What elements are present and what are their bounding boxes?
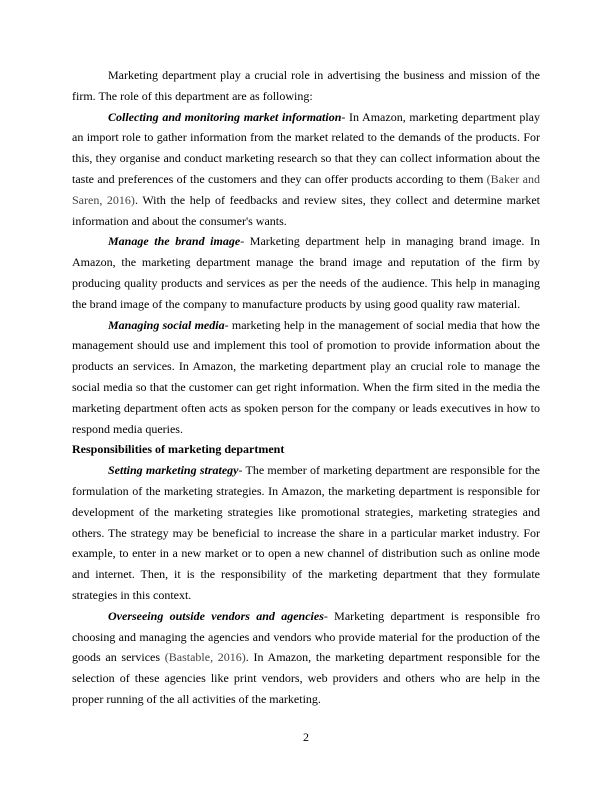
paragraph-vendors-agencies <box>72 606 540 710</box>
paragraph-lead: Collecting and monitoring market information <box>108 109 342 124</box>
intro-paragraph <box>72 65 540 107</box>
paragraph-lead: Managing social media <box>108 317 225 332</box>
paragraph-lead: Overseeing outside vendors and agencies <box>108 608 324 623</box>
citation: (Bastable, 2016) <box>164 650 246 665</box>
paragraph-text: Marketing department play a crucial role in advertising the business and mission of the firm. The role of this department are as following: <box>72 68 540 103</box>
paragraph-text: - Marketing department is responsible fro choosing and managing the agencies and vendors who provide material for the production of the goods an services <box>72 608 540 665</box>
citation: (Baker and Saren, 2016) <box>72 171 540 207</box>
paragraph-brand-image <box>72 231 540 314</box>
document-page <box>72 65 540 710</box>
section-heading: Responsibilities of marketing department <box>72 442 285 457</box>
paragraph-social-media <box>72 315 540 440</box>
paragraph-text: - marketing help in the management of social media that how the management should use and implement this tool of promotion to provide information about the products an services. In Amazon, the marketing department play an crucial role to manage the social media so that the customer can get right information. When the firm sited in the media the marketing department often acts as spoken person for the company or leads executives in how to respond media queries. <box>72 317 541 436</box>
paragraph-lead: Manage the brand image <box>108 234 241 249</box>
paragraph-text: - Marketing department help in managing brand image. In Amazon, the marketing department manage the brand image and reputation of the firm by producing quality products and services as per the needs of the audience. This help in managing the brand image of the company to manufacture products by using good quality raw material. <box>72 234 540 311</box>
paragraph-text: - The member of marketing department are responsible for the formulation of the marketing strategies. In Amazon, the marketing department is responsible for development of the marketing strategies like promotional strategies, marketing strategies and others. The strategy may be beneficial to increase the share in a particular market industry. For example, to enter in a new market or to open a new channel of distribution such as online mode and internet. Then, it is the responsibility of the marketing department that they formulate strategies in this context. <box>72 463 540 602</box>
paragraph-text: - In Amazon, marketing department play an import role to gather information from the market related to the demands of the products. For this, they organise and conduct marketing research so that they can collect information about the taste and preferences of the customers and they can offer products according to them <box>72 109 540 186</box>
page-number: 2 <box>303 730 309 744</box>
paragraph-text-after: . In Amazon, the marketing department responsible for the selection of these agencies like print vendors, web providers and others who are help in the proper running of the all activities of the marketing. <box>72 650 540 706</box>
paragraph-marketing-strategy <box>72 460 540 606</box>
paragraph-lead: Setting marketing strategy <box>108 463 239 478</box>
paragraph-market-information <box>72 107 540 232</box>
paragraph-text-after: . With the help of feedbacks and review sites, they collect and determine market information and about the consumer's wants. <box>72 192 540 228</box>
